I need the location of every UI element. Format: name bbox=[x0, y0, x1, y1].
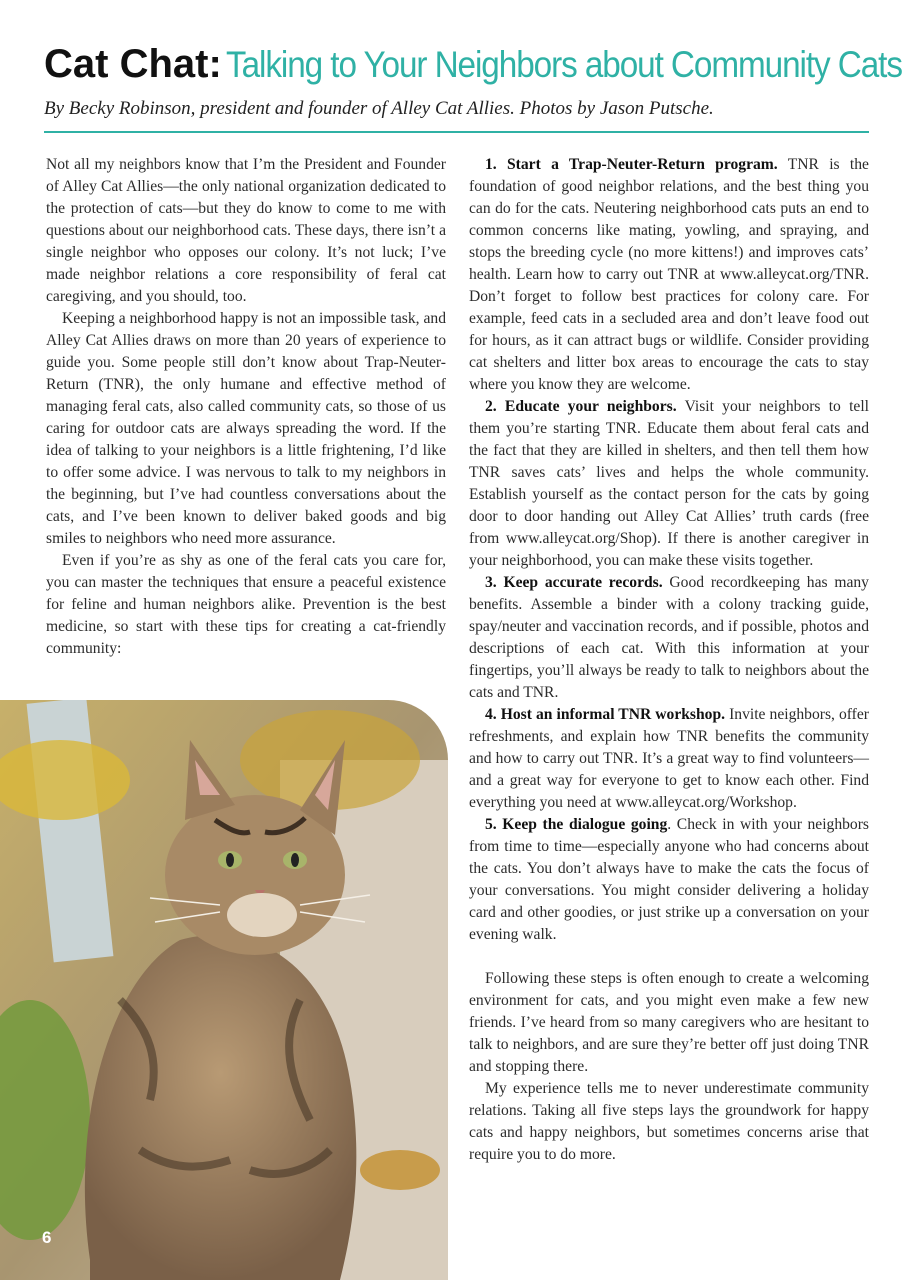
intro-paragraph-1: Not all my neighbors know that I’m the President and Founder of Alley Cat Allies—the only national organization dedicated to the protection of cats—but they do know to come to me with questions about our neighborhood cats. These days, there isn’t a single neighbor who opposes our colony. It’s not luck; I’ve made neighbor relations a core responsibility of feral cat caregiving, and you should, too. bbox=[46, 156, 446, 305]
page-number: 6 bbox=[42, 1228, 52, 1247]
intro-paragraph-3: Even if you’re as shy as one of the feral cats you care for, you can master the techniques that ensure a peaceful existence for feline and human neighbors alike. Prevention is the best medicine, so start with these tips for creating a cat-friendly community: bbox=[46, 552, 446, 657]
tip-4 bbox=[469, 704, 869, 814]
tip-3-heading: 3. Keep accurate records. bbox=[485, 574, 663, 591]
intro-paragraph-2: Keeping a neighborhood happy is not an impossible task, and Alley Cat Allies draws on more than 20 years of experience to guide you. Some people still don’t know about Trap-Neuter-Return (TNR), the only humane and effective method of managing feral cats, also called community cats, so those of us caring for outdoor cats are always spreading the word. If the idea of talking to your neighbors is a little frightening, I’d like to offer some advice. I was nervous to talk to my neighbors in the beginning, but I’ve had countless conversations about the cats, and I’ve been known to deliver baked goods and big smiles to neighbors who need more assurance. bbox=[46, 310, 446, 547]
tip-3-body: Good recordkeeping has many benefits. Assemble a binder with a colony tracking guide, spay/neuter and vaccination records, and if possible, photos and descriptions of each cat. With this information at your fingertips, you’ll always be ready to talk to neighbors about the cats and TNR. bbox=[469, 574, 869, 701]
left-column bbox=[46, 154, 446, 660]
tip-2-body: Visit your neighbors to tell them you’re starting TNR. Educate them about feral cats and the fact that they are killed in shelters, and then tell them how TNR saves cats’ lives and helps the whole community. Establish yourself as the contact person for the cats by going door to door handing out Alley Cat Allies’ truth cards (free from www.alleycat.org/Shop). If there is another caregiver in your neighborhood, you can make these visits together. bbox=[469, 398, 869, 569]
spacer bbox=[469, 946, 869, 968]
tip-3 bbox=[469, 572, 869, 704]
tip-5-body: . Check in with your neighbors from time to time—especially anyone who had concerns about the cats. You don’t always have to make the cats the focus of your conversations. You might consider delivering a holiday card and other goodies, or just strike up a conversation on your evening walk. bbox=[469, 816, 869, 943]
right-column bbox=[469, 154, 869, 1166]
tip-4-heading: 4. Host an informal TNR workshop. bbox=[485, 706, 726, 723]
tip-2 bbox=[469, 396, 869, 572]
closing-paragraph-2: My experience tells me to never underestimate community relations. Taking all five steps lays the groundwork for happy cats and happy neighbors, but sometimes concerns arise that require you to do more. bbox=[469, 1080, 869, 1163]
article-title bbox=[44, 38, 902, 99]
title-bold: Cat Chat: bbox=[44, 42, 222, 86]
tip-5 bbox=[469, 814, 869, 946]
cat-photo bbox=[0, 700, 448, 1280]
byline: By Becky Robinson, president and founder of Alley Cat Allies. Photos by Jason Putsche. bbox=[44, 98, 714, 119]
tip-1-body: TNR is the foundation of good neighbor relations, and the best thing you can do for the cats. Neutering neighborhood cats puts an end to common concerns like mating, yowling, and spraying, and stops the breeding cycle (no more kittens!) and improves cats’ health. Learn how to carry out TNR at www.alleycat.org/TNR. Don’t forget to follow best practices for colony care. For example, feed cats in a secluded area and don’t leave food out for hours, as it can attract bugs or wildlife. Consider providing cat shelters and litter box areas to encourage the cats to stay where you know they are welcome. bbox=[469, 156, 869, 393]
title-subtitle: Talking to Your Neighbors about Community Cats bbox=[225, 44, 902, 85]
tip-4-body: Invite neighbors, offer refreshments, and explain how TNR benefits the community and how to carry out TNR. It’s a great way to find volunteers—and a great way for everyone to get to know each other. Find everything you need at www.alleycat.org/Workshop. bbox=[469, 706, 869, 811]
tip-5-heading: 5. Keep the dialogue going bbox=[485, 816, 668, 833]
closing-paragraph-1: Following these steps is often enough to create a welcoming environment for cats, and you might even make a few new friends. I’ve heard from so many caregivers who are hesitant to talk to neighbors, and are sure they’re better off just doing TNR and stopping there. bbox=[469, 970, 869, 1075]
tip-1 bbox=[469, 154, 869, 396]
title-divider bbox=[44, 131, 869, 133]
tip-2-heading: 2. Educate your neighbors. bbox=[485, 398, 677, 415]
tip-1-heading: 1. Start a Trap-Neuter-Return program. bbox=[485, 156, 778, 173]
